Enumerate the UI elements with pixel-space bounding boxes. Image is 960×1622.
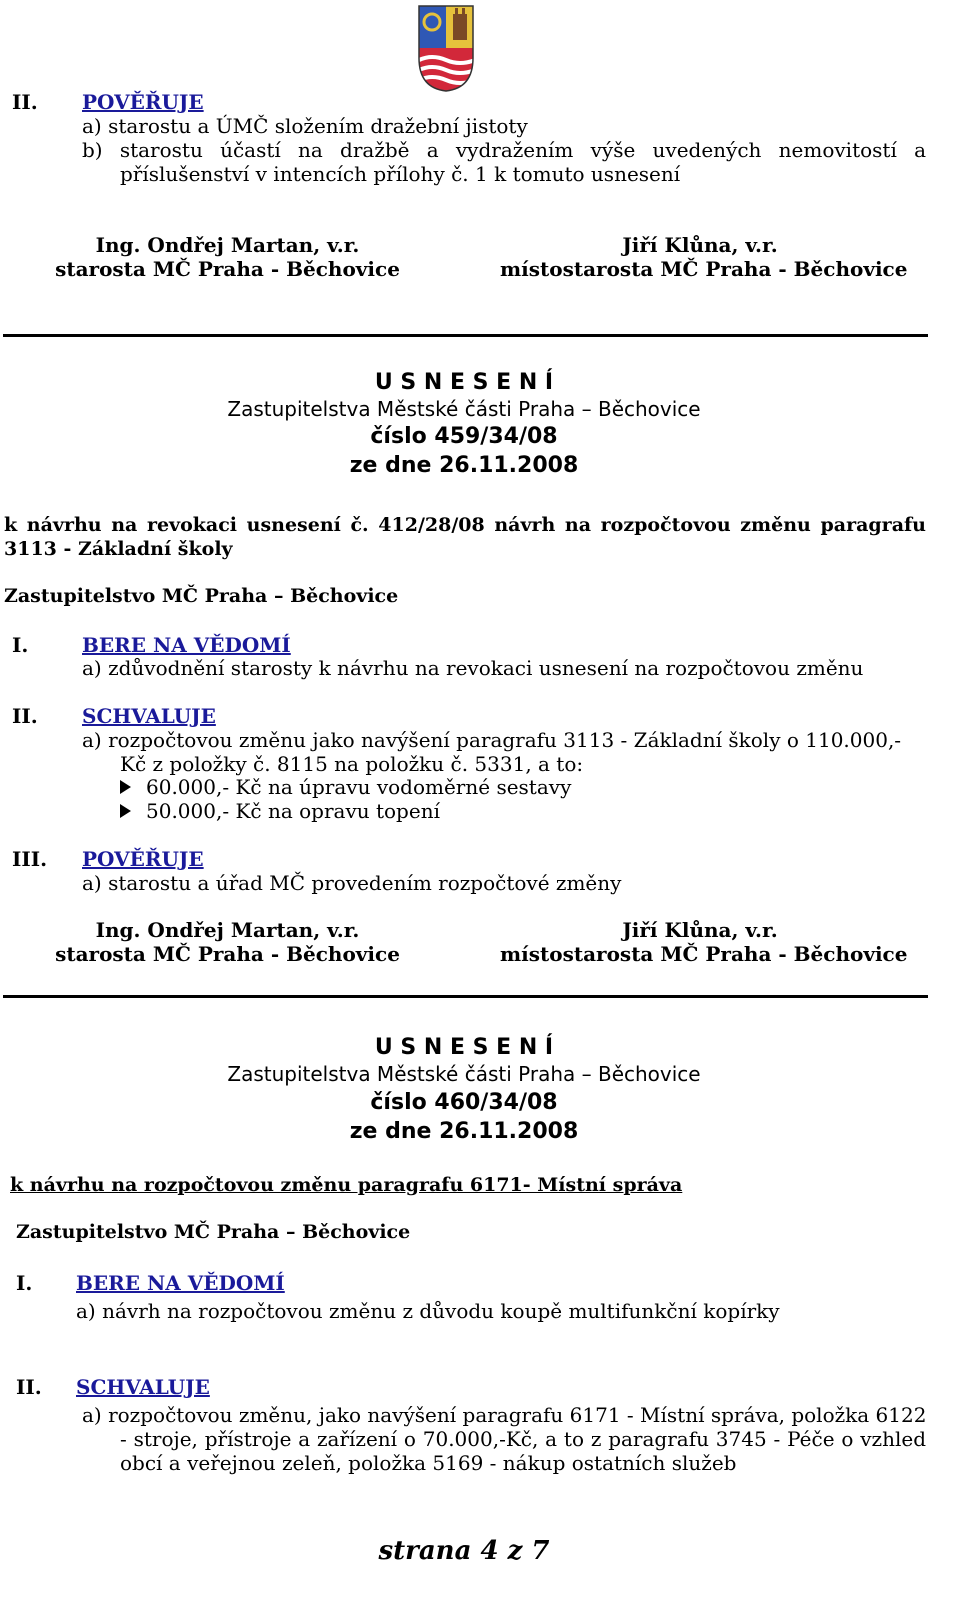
- section-heading-poveruje: POVĚŘUJE: [82, 90, 204, 114]
- section-roman-ii: II.: [16, 1375, 42, 1399]
- signature-left-role: starosta MČ Praha - Běchovice: [55, 942, 400, 966]
- section-roman-i: I.: [12, 633, 29, 657]
- resolution-subject: k návrhu na rozpočtovou změnu paragrafu 6171- Místní správa: [10, 1174, 683, 1196]
- resolution-date: ze dne 26.11.2008: [349, 1119, 579, 1144]
- resolution-body: Zastupitelstva Městské části Praha – Běchovice: [227, 1062, 701, 1086]
- section-heading-bere-na-vedomi: BERE NA VĚDOMÍ: [76, 1271, 285, 1295]
- section-heading-bere-na-vedomi: BERE NA VĚDOMÍ: [82, 633, 291, 657]
- divider: [3, 334, 928, 337]
- section-heading-poveruje: POVĚŘUJE: [82, 847, 204, 871]
- item-a-line2: - stroje, přístroje a zařízení o 70.000,-Kč, a to z paragrafu 3745 - Péče o vzhled: [120, 1427, 926, 1451]
- resolution-date: ze dne 26.11.2008: [349, 453, 579, 478]
- item-a: a) starostu a ÚMČ složením dražební jistoty: [82, 114, 528, 138]
- arrow-bullet-icon: [120, 804, 131, 818]
- item-a-line3: obcí a veřejnou zeleň, položka 5169 - nákup ostatních služeb: [120, 1451, 737, 1475]
- item-a-line2: Kč z položky č. 8115 na položku č. 5331, a to:: [120, 752, 584, 776]
- resolution-number: číslo 459/34/08: [370, 424, 558, 449]
- item-a-line1: a) rozpočtovou změnu, jako navýšení paragrafu 6171 - Místní správa, položka 6122: [82, 1403, 927, 1427]
- resolution-title: U S N E S E N Í: [374, 370, 554, 395]
- signature-right-name: Jiří Klůna, v.r.: [622, 233, 778, 257]
- signature-right-name: Jiří Klůna, v.r.: [622, 918, 778, 942]
- section-roman-ii: II.: [12, 704, 38, 728]
- item-a-line1: a) rozpočtovou změnu jako navýšení paragrafu 3113 - Základní školy o 110.000,-: [82, 728, 902, 752]
- resolution-subject-line2: 3113 - Základní školy: [4, 538, 233, 560]
- council-name: Zastupitelstvo MČ Praha – Běchovice: [16, 1221, 411, 1243]
- page-number: strana 4 z 7: [378, 1536, 550, 1566]
- signature-left-role: starosta MČ Praha - Běchovice: [55, 257, 400, 281]
- item-a: a) starostu a úřad MČ provedením rozpočtové změny: [82, 871, 622, 895]
- council-name: Zastupitelstvo MČ Praha – Běchovice: [4, 585, 399, 607]
- item-b-line1: b) starostu účastí na dražbě a vydražením výše uvedených nemovitostí a: [82, 138, 926, 162]
- bullet-item: 60.000,- Kč na úpravu vodoměrné sestavy: [146, 775, 572, 799]
- resolution-title: U S N E S E N Í: [374, 1035, 554, 1060]
- signature-right-role: místostarosta MČ Praha - Běchovice: [500, 257, 908, 281]
- bullet-item: 50.000,- Kč na opravu topení: [146, 799, 440, 823]
- coat-of-arms-logo: [417, 2, 475, 92]
- item-b-line2: příslušenství v intencích přílohy č. 1 k tomuto usnesení: [120, 162, 681, 186]
- resolution-number: číslo 460/34/08: [370, 1090, 558, 1115]
- signature-left-name: Ing. Ondřej Martan, v.r.: [95, 918, 360, 942]
- divider: [3, 995, 928, 998]
- item-a: a) zdůvodnění starosty k návrhu na revokaci usnesení na rozpočtovou změnu: [82, 656, 864, 680]
- signature-left-name: Ing. Ondřej Martan, v.r.: [95, 233, 360, 257]
- resolution-body: Zastupitelstva Městské části Praha – Běchovice: [227, 397, 701, 421]
- arrow-bullet-icon: [120, 780, 131, 794]
- section-heading-schvaluje: SCHVALUJE: [76, 1375, 210, 1399]
- section-roman-i: I.: [16, 1271, 33, 1295]
- section-roman-iii: III.: [12, 847, 48, 871]
- signature-right-role: místostarosta MČ Praha - Běchovice: [500, 942, 908, 966]
- section-heading-schvaluje: SCHVALUJE: [82, 704, 216, 728]
- item-a: a) návrh na rozpočtovou změnu z důvodu koupě multifunkční kopírky: [76, 1299, 780, 1323]
- resolution-subject-line1: k návrhu na revokaci usnesení č. 412/28/08 návrh na rozpočtovou změnu paragrafu: [4, 514, 926, 536]
- section-roman-ii: II.: [12, 90, 38, 114]
